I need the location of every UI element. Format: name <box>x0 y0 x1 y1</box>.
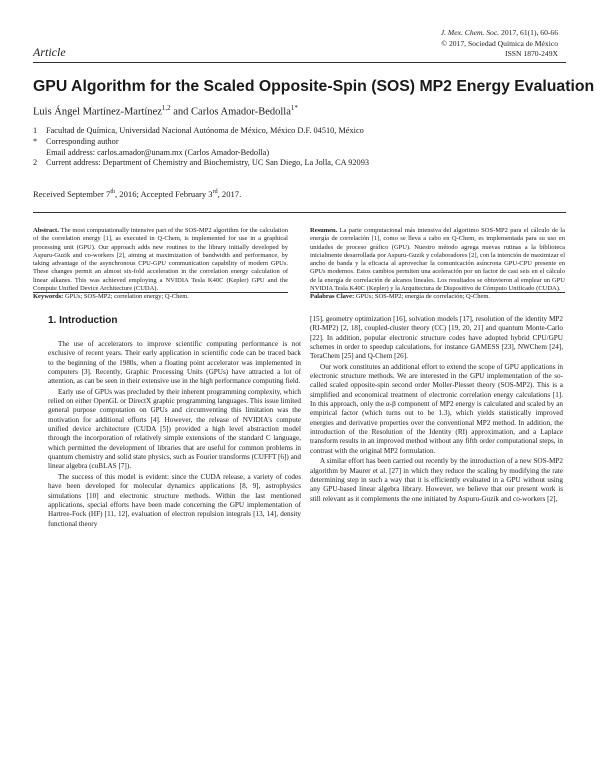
copyright-notice: © 2017, Sociedad Química de México <box>441 38 558 48</box>
abstract-label: Abstract. <box>33 227 59 234</box>
paragraph: [15], geometry optimization [16], solvation models [17], resolution of the identity MP2 (RI-MP2) [2, 18], coupled-cluster theory (CC) [19, 20, 21] and quantum Monte-Carlo [22]. In addition, popular electronic structure codes have adopted hybrid CPU/GPU schemes in order to speedup calculations, for instance GAMESS [23], NWChem [24], TeraChem [25] and Q-Chem [26]. <box>310 315 563 361</box>
keywords: Keywords: GPUs; SOS-MP2; correlation energy; Q-Chem. <box>33 293 189 301</box>
body-column-left <box>48 340 301 529</box>
issn: ISSN 1870-249X <box>505 49 558 58</box>
author-1: Luis Ángel Martínez-Martínez <box>33 106 162 118</box>
paragraph: The success of this model is evident: since the CUDA release, a variety of codes have been developed for molecular dynamics applications [8, 9], astrophysics simulations [10] and electronic structure methods. Within the last mentioned applications, special efforts have been made concerning the GPU implementation of Hartree-Fock (HF) [11, 12], evaluation of electron repulsion integrals [13, 14], density functional theory <box>48 472 301 528</box>
abstract-text: The most computationally intensive part of the SOS-MP2 algorithm for the calculation of the correlation energy [1], as executed in Q-Chem, is implemented for use in a graphical processing unit (GPU). Our approach adds new routines to the library initially developed by Aspuru-Guzik and co-workers [2], aiming at maximization of bandwidth and performance, by taking advantage of the asynchronous CPU-GPU communication capability of modern GPUs. These changes permit an almost six-fold acceleration in the correlation energy calculation of linear alkanes. This was achieved employing a NVIDIA Tesla K40C (Kepler) GPU and the Compute Unified Device Architecture (CUDA). <box>33 227 288 293</box>
email-address[interactable]: Email address: carlos.amador@unam.mx (Carlos Amador-Bedolla) <box>46 147 270 157</box>
paragraph: A similar effort has been carried out recently by the introduction of a new SOS-MP2 algorithm by Maurer et al. [27] in which they reduce the scaling by modifying the rate determining step in such a way that it is efficiently evaluated in a GPU without using any GPU-based linear algebra library. However, we believe that our present work is still relevant as it complements the one initiated by Aspuru-Guzik and co-workers [2], <box>310 457 563 503</box>
header-rule <box>33 62 566 63</box>
paragraph: Our work constitutes an additional effort to extend the scope of GPU applications in electronic structure methods. We are interested in the GPU implementation of the so-called scaled opposite-spin second order Moller-Plesset theory (SOS-MP2). This is a simplified and economical treatment of electronic correlation energy calculations [1]. In this approach, only the α-β component of MP2 energy is calculated and scaled by an empirical factor (which turns out to be 1.3), which yields statistically improved energies and derivative properties over the conventional MP2 method. In addition, the introduction of the Resolution of the Identity (RI) approximation, and a Laplace transform results in an improved method without any fifth order computational steps, in contrast with the original MP2 formulation. <box>310 362 563 455</box>
author-2: Carlos Amador-Bedolla <box>191 106 291 118</box>
abstract-spanish <box>310 227 565 302</box>
abstract-top-rule <box>33 212 566 213</box>
resumen-label: Resumen. <box>310 227 338 234</box>
received-dates: Received September 7th, 2016; Accepted February 3rd, 2017. <box>33 189 242 199</box>
journal-reference <box>441 28 558 39</box>
abstract-bottom-rule-left <box>33 292 288 293</box>
palabras-clave: Palabras Clave: GPUs; SOS-MP2; energía de correlación; Q-Chem. <box>310 293 491 301</box>
body-column-right <box>310 315 563 504</box>
journal-volume: 2017, 61(1), 60-66 <box>501 28 558 37</box>
corresponding-author: * Corresponding author <box>33 136 119 146</box>
affiliations <box>33 126 573 169</box>
affiliation-1: 1 Facultad de Química, Universidad Nacional Autónoma de México, México D.F. 04510, México <box>33 126 364 135</box>
abstract-bottom-rule-right <box>310 292 565 293</box>
paper-title: GPU Algorithm for the Scaled Opposite-Spin (SOS) MP2 Energy Evaluation <box>33 78 595 95</box>
affiliation-2: 2 Current address: Department of Chemistry and Biochemistry, UC San Diego, La Jolla, CA 92093 <box>33 158 369 168</box>
paragraph: Early use of GPUs was precluded by their inherent programming complexity, which relied on either OpenGL or DirectX graphic programming languages. This issue limited general purpose computation on GPUs and circumventing this limitation was the motivation for additional efforts [4]. However, the release of NVIDIA's compute unified device architecture (CUDA [5]) provided a high level abstraction model through the incorporation of relatively simple extensions of the standard C language, which permitted the development of libraries that are useful for common problems in quantum chemistry and solid state physics, such as Fourier transforms (CUFFT [6]) and linear algebra (cuBLAS [7]). <box>48 387 301 471</box>
paragraph: The use of accelerators to improve scientific computing performance is not exclusive of recent years. Their early application in scientific code can be traced back to the beginning of the 1980s, when a floating point accelerator was implemented in computers [3]. Recently, Graphic Processing Units (GPUs) have attracted a lot of attention, as can be seen in their extensive use in the high performance computing field. <box>48 340 301 386</box>
abstract-english <box>33 227 288 302</box>
section-heading: 1. Introduction <box>48 315 118 326</box>
author-1-affiliation-mark: 1,2 <box>161 104 171 112</box>
journal-metadata <box>441 28 558 60</box>
article-type-label: Article <box>33 45 66 59</box>
author-list <box>33 104 298 118</box>
author-separator: and <box>170 106 192 118</box>
journal-name: J. Mex. Chem. Soc. <box>440 28 500 37</box>
resumen-text: La parte computacional más intensiva del algoritmo SOS-MP2 para el cálculo de la energía de correlación [1], como se lleva a cabo en Q-Chem, es implementada para su uso en unidades de proceso gráfico (GPU). Nuestro método agrega nuevas rutinas a la biblioteca inicialmente desarrollada por Aspuru-Guzik y colaboradores [2], con la intención de maximizar el ancho de banda y la eficacia al aprovechar la comunicación asíncrona GPU-CPU presente en GPUs modernos. Estos cambios permiten una aceleración por un factor de casi seis en el cálculo de la energía de correlación de alcanos lineales. Los resultados se obtuvieron al emplear un GPU NVIDIA Tesla K40C (Kepler) y la Arquitectura de Dispositivo de Cómputo Unificado (CUDA). <box>310 227 565 293</box>
author-2-affiliation-mark: 1* <box>290 104 298 112</box>
